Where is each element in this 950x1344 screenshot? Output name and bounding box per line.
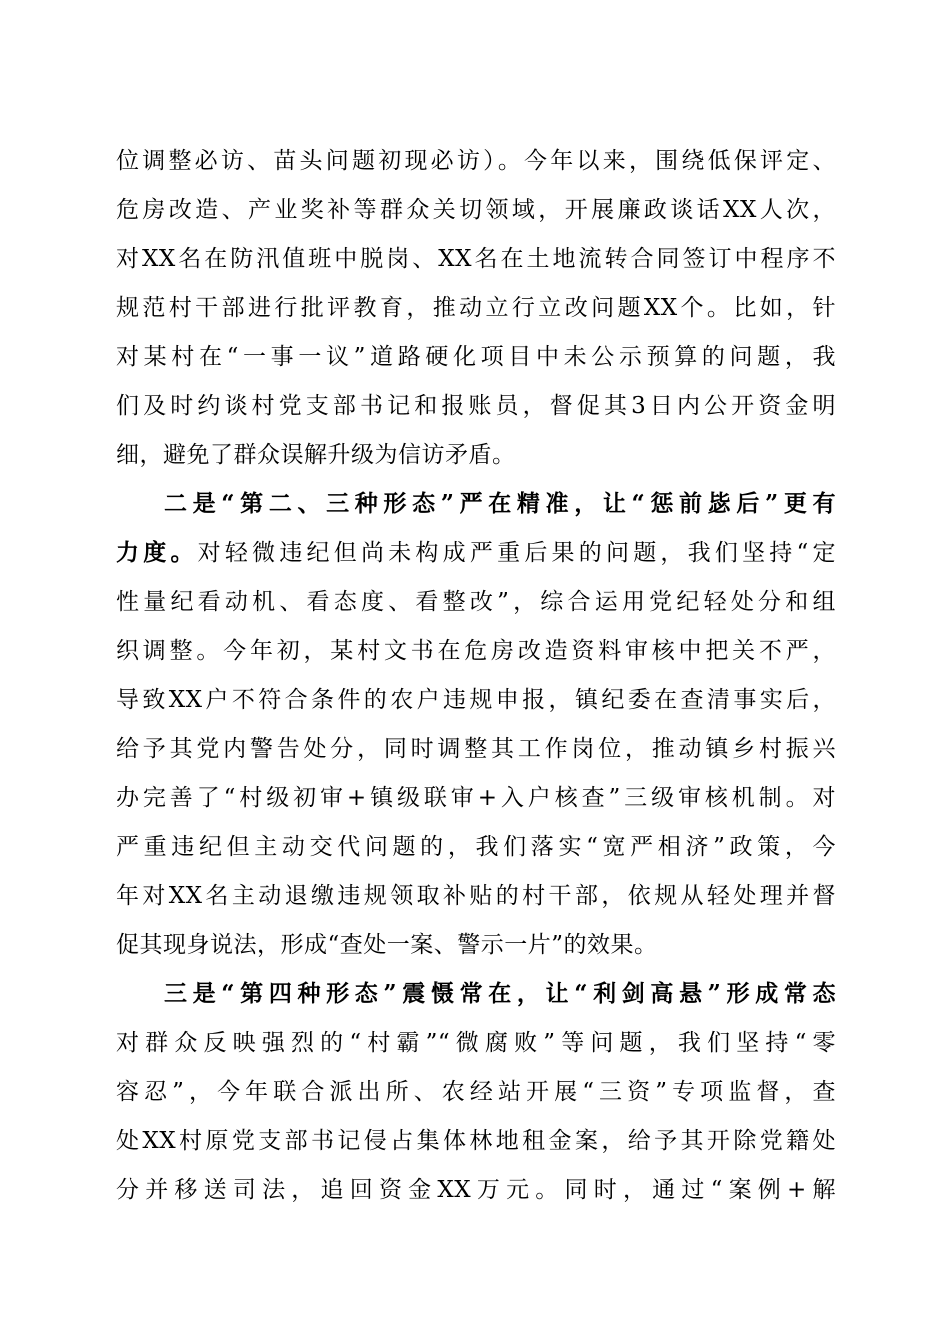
paragraph-3-line-2: 对群众反映强烈的“村霸”“微腐败”等问题，我们坚持“零 [116,1030,836,1056]
paragraph-3-heading-line: 三是“第四种形态”震慑常在，让“利剑高悬”形成常态 [164,980,836,1007]
paragraph-2-line-4: 织调整。今年初，某村文书在危房改造资料审核中把关不严， [116,638,836,664]
paragraph-2-line-10: 促其现身说法，形成“查处一案、警示一片”的效果。 [116,932,658,958]
paragraph-2-heading-line: 二是“第二、三种形态”严在精准，让“惩前毖后”更有 [164,490,836,517]
paragraph-3-line-3: 容忍”，今年联合派出所、农经站开展“三资”专项监督，查 [116,1079,836,1105]
paragraph-2-line-8: 严重违纪但主动交代问题的，我们落实“宽严相济”政策，今 [116,834,836,860]
paragraph-1-line-7: 细，避免了群众误解升级为信访矛盾。 [116,442,516,468]
paragraph-1-line-2: 危房改造、产业奖补等群众关切领域，开展廉政谈话XX人次， [116,197,836,223]
paragraph-1-line-3: 对XX名在防汛值班中脱岗、XX名在土地流转合同签订中程序不 [116,246,836,272]
paragraph-2-heading-tail: 力度。 [116,539,198,566]
paragraph-2-line-7: 办完善了“村级初审+镇级联审+入户核查”三级审核机制。对 [116,785,836,811]
paragraph-2-line-2 [116,529,836,577]
paragraph-1-line-1: 位调整必访、苗头问题初现必访）。今年以来，围绕低保评定、 [116,148,836,174]
paragraph-1-line-6: 们及时约谈村党支部书记和报账员，督促其3日内公开资金明 [116,393,836,419]
paragraph-1-line-4: 规范村干部进行批评教育，推动立行立改问题XX个。比如，针 [116,295,836,321]
paragraph-2-line-2-text: 对轻微违纪但尚未构成严重后果的问题，我们坚持“定 [197,540,837,566]
paragraph-2-line-6: 给予其党内警告处分，同时调整其工作岗位，推动镇乡村振兴 [116,736,836,762]
paragraph-2-line-9: 年对XX名主动退缴违规领取补贴的村干部，依规从轻处理并督 [116,883,836,909]
paragraph-3-line-4: 处XX村原党支部书记侵占集体林地租金案，给予其开除党籍处 [116,1128,836,1154]
paragraph-3-line-5: 分并移送司法，追回资金XX万元。同时，通过“案例+解 [116,1177,836,1203]
paragraph-2-line-3: 性量纪看动机、看态度、看整改”，综合运用党纪轻处分和组 [116,589,836,615]
paragraph-1-line-5: 对某村在“一事一议”道路硬化项目中未公示预算的问题，我 [116,344,836,370]
paragraph-2-line-5: 导致XX户不符合条件的农户违规申报，镇纪委在查清事实后， [116,687,836,713]
